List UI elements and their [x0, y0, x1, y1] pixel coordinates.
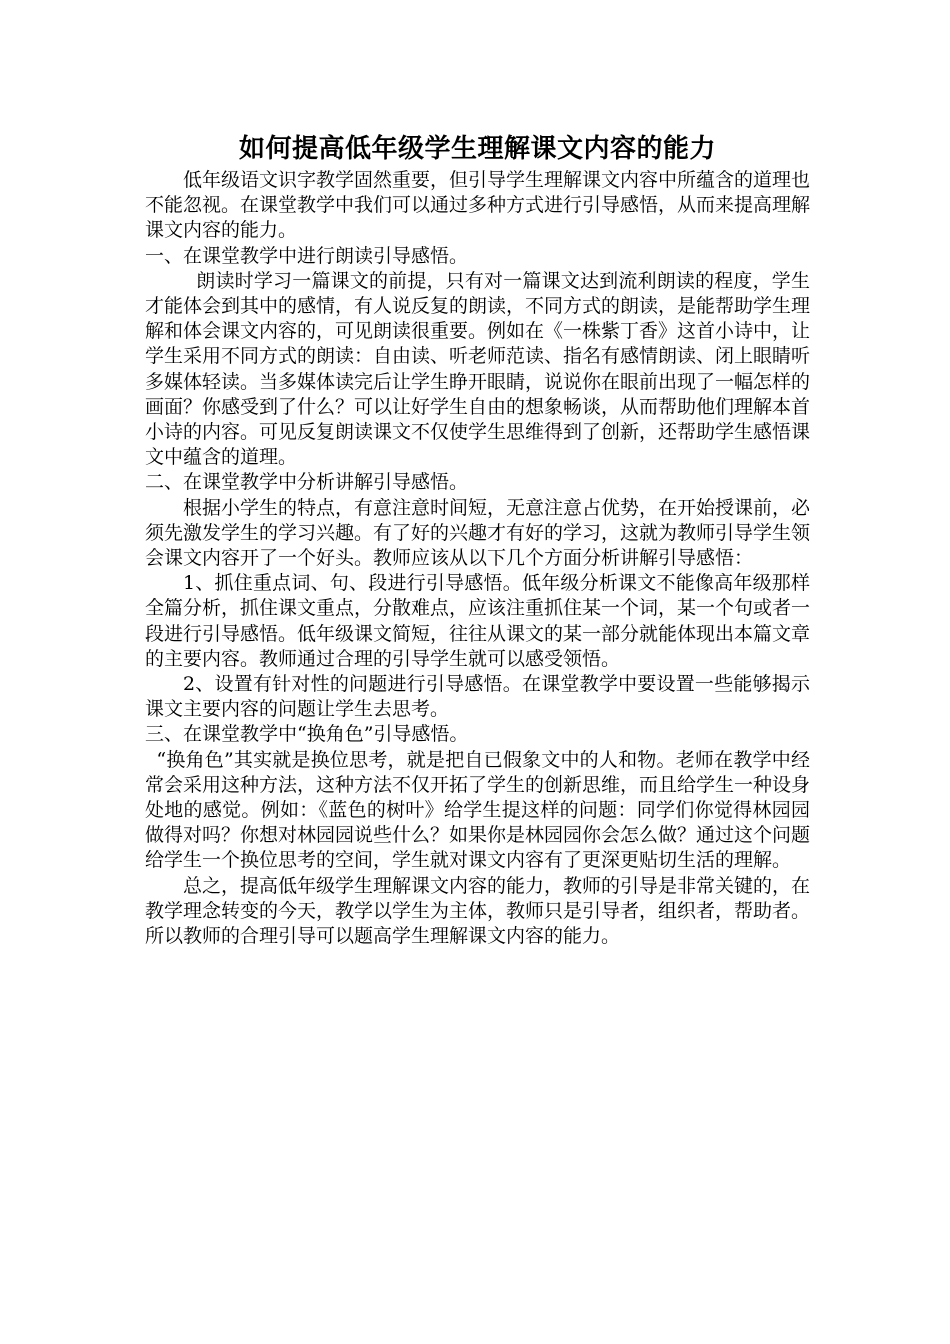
document-title: 如何提高低年级学生理解课文内容的能力: [238, 134, 716, 164]
paragraph-analysis: 根据小学生的特点，有意注意时间短，无意注意占优势，在开始授课前，必须先激发学生的学习兴趣。有了好的兴趣才有好的学习，这就为教师引导学生领会课文内容开了一个好头。教师应该从以下几个方面分析讲解引导感悟：: [145, 496, 811, 570]
section-heading-1: 一、在课堂教学中进行朗读引导感悟。: [145, 244, 469, 267]
paragraph-role: “换角色”其实就是换位思考，就是把自已假象文中的人和物。老师在教学中经常会采用这种方法，这种方法不仅开拓了学生的创新思维，而且给学生一种设身处地的感觉。例如：《蓝色的树叶》给学生提这样的问题：同学们你觉得林园园做得对吗？你想对林园园说些什么？如果你是林园园你会怎么做？通过这个问题给学生一个换位思考的空间，学生就对课文内容有了更深更贴切生活的理解。: [145, 748, 811, 872]
section-heading-2: 二、在课堂教学中分析讲解引导感悟。: [145, 471, 469, 494]
paragraph-conclusion: 总之，提高低年级学生理解课文内容的能力，教师的引导是非常关键的，在教学理念转变的今天，教学以学生为主体，教师只是引导者，组织者，帮助者。所以教师的合理引导可以题高学生理解课文内容的能力。: [145, 874, 811, 948]
paragraph-point-2: 2、设置有针对性的问题进行引导感悟。在课堂教学中要设置一些能够揭示课文主要内容的问题让学生去思考。: [145, 673, 810, 721]
paragraph-point-1: 1、抓住重点词、句、段进行引导感悟。低年级分析课文不能像高年级那样全篇分析，抓住课文重点，分散难点，应该注重抓住某一个词，某一个句或者一段进行引导感悟。低年级课文简短，往往从课文的某一部分就能体现出本篇文章的主要内容。教师通过合理的引导学生就可以感受领悟。: [145, 572, 811, 670]
document-body: [145, 132, 810, 949]
paragraph-reading: 朗读时学习一篇课文的前提，只有对一篇课文达到流利朗读的程度，学生才能体会到其中的感情，有人说反复的朗读，不同方式的朗读，是能帮助学生理解和体会课文内容的，可见朗读很重要。例如在《一株紫丁香》这首小诗中，让学生采用不同方式的朗读：自由读、听老师范读、指名有感情朗读、闭上眼睛听多媒体轻读。当多媒体读完后让学生睁开眼睛，说说你在眼前出现了一幅怎样的画面？你感受到了什么？可以让好学生自由的想象畅谈，从而帮助他们理解本首小诗的内容。可见反复朗读课文不仅使学生思维得到了创新，还帮助学生感悟课文中蕴含的道理。: [145, 269, 811, 469]
paragraph-intro: 低年级语文识字教学固然重要，但引导学生理解课文内容中所蕴含的道理也不能忽视。在课堂教学中我们可以通过多种方式进行引导感悟，从而来提高理解课文内容的能力。: [145, 169, 811, 242]
section-heading-3: 三、在课堂教学中“换角色”引导感悟。: [145, 723, 469, 746]
